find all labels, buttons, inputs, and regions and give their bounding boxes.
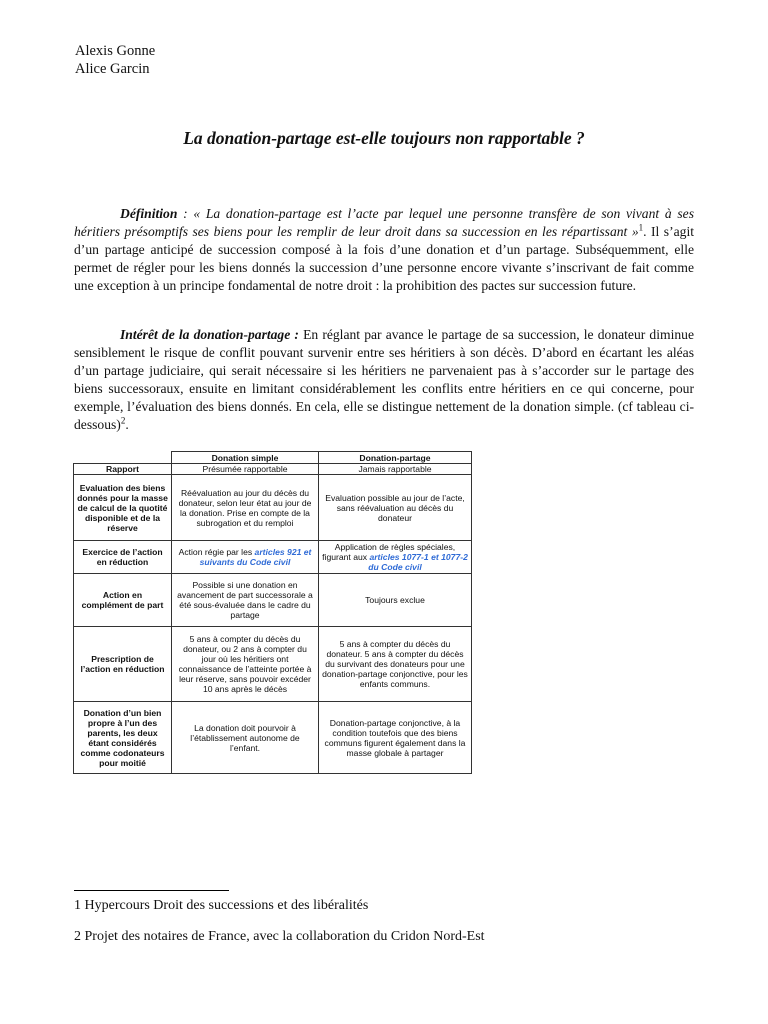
row-header: Donation d’un bien propre à l’un des parents, les deux étant considérés comme codonateurs pour moitié xyxy=(74,702,172,774)
definition-paragraph xyxy=(74,205,694,295)
interet-paragraph xyxy=(74,326,694,434)
footnote: 2 Projet des notaires de France, avec la collaboration du Cridon Nord-Est xyxy=(74,929,485,944)
table-cell: Présumée rapportable xyxy=(172,464,319,475)
table-cell: Jamais rapportable xyxy=(319,464,472,475)
table-cell: Réévaluation au jour du décès du donateur, selon leur état au jour de la donation. Prise en compte de la subrogation et du remploi xyxy=(172,475,319,541)
table-cell xyxy=(319,541,472,574)
table-cell: 5 ans à compter du décès du donateur, ou 2 ans à compter du jour où les héritiers ont connaissance de l’atteinte portée à leur réserve, sans pouvoir excéder 10 ans après le décès xyxy=(172,627,319,702)
author-name: Alice Garcin xyxy=(75,61,150,77)
table-corner xyxy=(74,452,172,464)
cell-text: Action régie par les xyxy=(178,547,255,557)
interet-text: En réglant par avance le partage de sa succession, le donateur diminue sensiblement le risque de conflit pouvant survenir entre ses héritiers à son décès. D’abord en écartant les aléas d’un partage judiciaire, qui serait nécessaire si les héritiers ne parvenaient pas à s’accorder sur le partage des biens successoraux, ensuite en limitant considérablement les conflits entre héritiers en ce qui concerne, pour exemple, l’évaluation des biens donnés. En cela, elle se distingue nettement de la donation simple. (cf tableau ci-dessous) xyxy=(74,327,694,432)
definition-sep: : xyxy=(177,206,194,221)
table-cell: Donation-partage conjonctive, à la condition toutefois que des biens communs figurent également dans la masse globale à partager xyxy=(319,702,472,774)
table-cell xyxy=(172,541,319,574)
definition-quote: « La donation-partage est l’acte par lequel une personne transfère de son vivant à ses héritiers présomptifs ses biens pour les remplir de leur droit dans sa succession en les répartissant » xyxy=(74,206,694,239)
column-header: Donation simple xyxy=(172,452,319,464)
law-article-link[interactable]: articles 921 et suivants du Code civil xyxy=(199,547,312,567)
footnote-divider xyxy=(74,890,229,891)
table-cell: La donation doit pourvoir à l’établissement autonome de l’enfant. xyxy=(172,702,319,774)
footnote: 1 Hypercours Droit des successions et des libéralités xyxy=(74,898,369,913)
comparison-table xyxy=(73,451,472,774)
author-name: Alexis Gonne xyxy=(75,43,156,59)
table-cell: Evaluation possible au jour de l’acte, sans réévaluation au décès du donateur xyxy=(319,475,472,541)
definition-lead: Définition xyxy=(120,206,178,221)
footnote-ref[interactable]: 1 xyxy=(638,222,644,233)
table-cell: Toujours exclue xyxy=(319,574,472,627)
authors-block xyxy=(75,42,155,78)
table-row xyxy=(74,627,472,702)
column-header: Donation-partage xyxy=(319,452,472,464)
row-header: Exercice de l’action en réduction xyxy=(74,541,172,574)
definition-text: . Il s’agit d’un partage anticipé de succession composé à la fois d’une donation et d’un partage. Subséquemment, elle permet de régler pour les biens donnés la succession d’une personne encore vivante s’inscrivant de fait comme une exception à un principe fondamental de notre droit : la prohibition des pactes sur succession future. xyxy=(74,224,694,293)
table-row xyxy=(74,541,472,574)
interet-lead: Intérêt de la donation-partage : xyxy=(120,327,299,342)
law-article-link[interactable]: articles 1077-1 et 1077-2 du Code civil xyxy=(368,552,468,572)
table-cell: Possible si une donation en avancement de part successorale a été sous-évaluée dans le cadre du partage xyxy=(172,574,319,627)
row-header: Rapport xyxy=(74,464,172,475)
cell-text: Application de règles spéciales, figurant aux xyxy=(322,542,456,562)
interet-end: . xyxy=(125,417,129,432)
row-header: Prescription de l’action en réduction xyxy=(74,627,172,702)
table-row xyxy=(74,702,472,774)
footnote-ref[interactable]: 2 xyxy=(120,415,126,426)
row-header: Evaluation des biens donnés pour la masse de calcul de la quotité disponible et de la réserve xyxy=(74,475,172,541)
table-row xyxy=(74,475,472,541)
document-title: La donation-partage est-elle toujours non rapportable ? xyxy=(183,128,585,148)
row-header: Action en complément de part xyxy=(74,574,172,627)
table-cell: 5 ans à compter du décès du donateur. 5 ans à compter du décès du survivant des donateurs pour une donation-partage conjonctive, pour les enfants communs. xyxy=(319,627,472,702)
table-row xyxy=(74,574,472,627)
